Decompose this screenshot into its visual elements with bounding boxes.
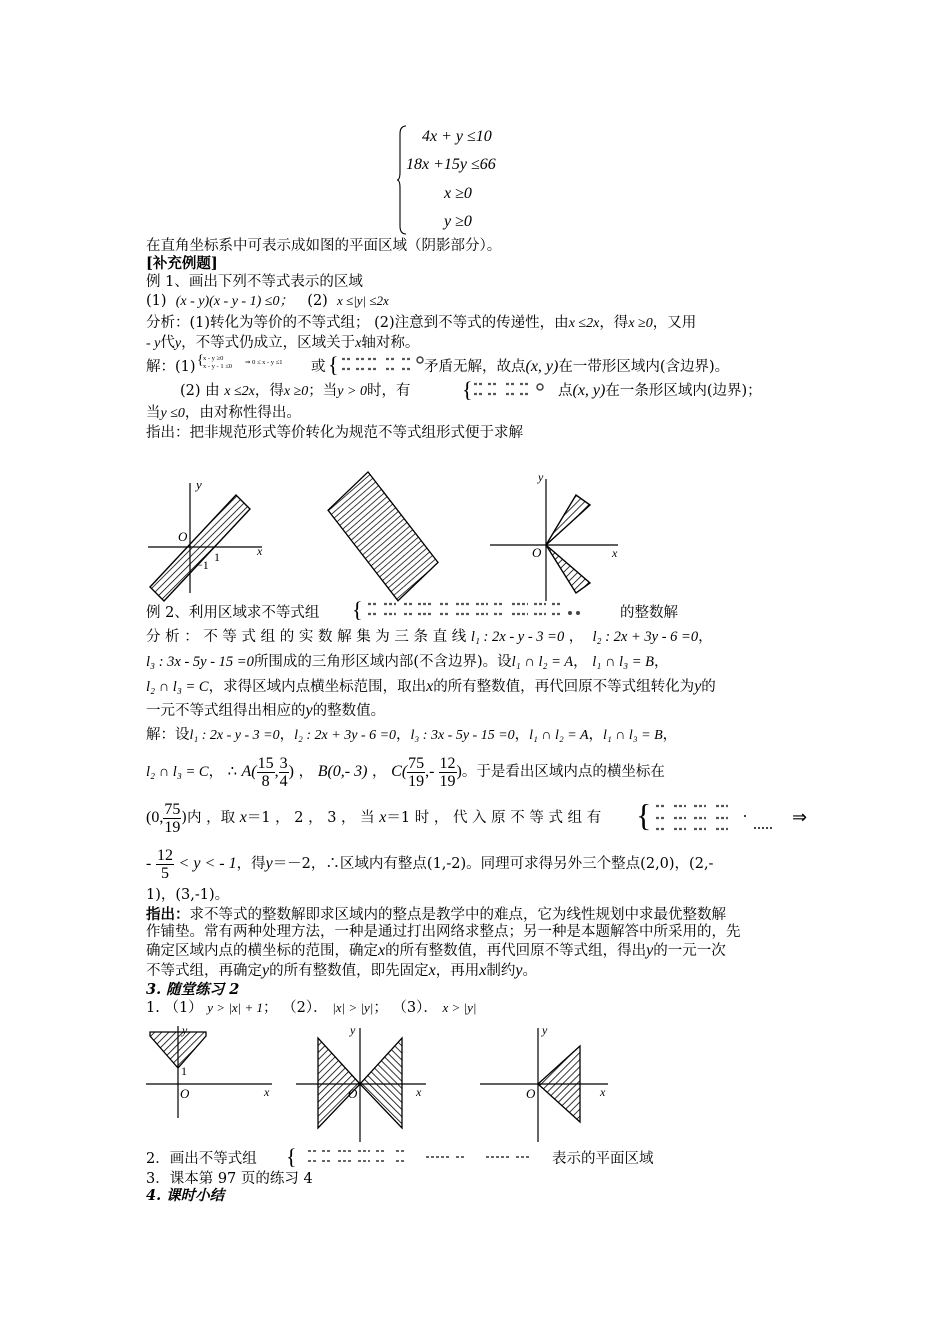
supplement-heading: [补充例题] — [146, 255, 218, 272]
ex1-figures — [140, 465, 620, 605]
ex1-sol1-or: 或 — [311, 359, 326, 375]
pfig1-one: 1 — [181, 1064, 187, 1078]
fig1-neg-one: −1 — [196, 558, 209, 572]
practice-q1: 1. （1） y > |x| + 1； （2）． |x| > |y|； （3）． x > |y| — [146, 1000, 477, 1016]
pfig1-y-label: y — [182, 1023, 188, 1037]
lesson-summary-heading: 4. 课时小结 — [146, 1187, 225, 1204]
fig3-x-label: x — [612, 546, 618, 560]
ex2-analysis-1: 分 析 ： 不 等 式 组 的 实 数 解 集 为 三 条 直 线 l₁ : 2x - y - 3 =0 ， l₂ : 2x + 3y - 6 =0， — [146, 629, 713, 645]
fig3-wedge-graph — [490, 470, 618, 601]
svg-text:{: { — [286, 1145, 297, 1169]
ex2-solution-2: l₂ ∩ l₃ = C ， ∴ A( $\frac{15}{8}$ , $\frac{3}{4}$ ) ， B(0,- 3) ， C( $\frac{75}{19}$ ,- $\frac{12}{19}$ ) 。于是看出区域内点的横坐标在 — [146, 754, 665, 790]
fig1-origin: O — [178, 529, 188, 544]
fig2-band-graph — [328, 472, 438, 601]
pfig2-origin: O — [348, 1086, 358, 1101]
blurred-system-3 — [352, 598, 618, 622]
ex1-analysis-line1: 分析：(1)转化为等价的不等式组； (2)注意到不等式的传递性，由x ≤2x，得x ≥0，又用 — [146, 315, 697, 331]
svg-text:{: { — [328, 353, 339, 377]
ex2-title-a: 例 2、利用区域求不等式组 — [146, 605, 320, 621]
practice-fig3-graph — [480, 1023, 608, 1142]
practice-q3: 3．课本第 97 页的练习 4 — [146, 1171, 313, 1187]
fig1-y-label: y — [196, 477, 202, 492]
blurred-system-4 — [636, 798, 786, 836]
ex1-sol2: (2) 由 x ≤2x，得x ≥0；当y > 0时，有 — [180, 383, 411, 399]
ex2-note-4: 不等式组，再确定y的所有整数值，即先固定x，再用x制约y。 — [146, 962, 537, 979]
implies-arrow: ⇒ — [792, 807, 808, 827]
practice-fig1-graph — [146, 1023, 272, 1118]
ex2-analysis-2: l₃ : 3x - 5y - 15 =0所围成的三角形区域内部(不含边界)。设l₁ ∩ l₂ = A， l₁ ∩ l₃ = B， — [146, 654, 669, 670]
blurred-system-2 — [462, 378, 554, 402]
ex1-sol2-rest: 点(x, y)在一条形区域内(边界)； — [558, 382, 762, 399]
practice-fig2-graph — [296, 1023, 426, 1142]
svg-text:{: { — [636, 798, 652, 833]
ex2-solution-4: - $\frac{12}{5}$ < y < - 1 ，得 y ＝－2，∴区域内有整点(1,-2)。同理可求得另外三个整点(2,0)，(2,- — [146, 846, 714, 882]
pfig2-y-label: y — [350, 1023, 356, 1037]
ex1-sol1-label: 解：(1) — [146, 359, 196, 375]
pfig3-y-label: y — [542, 1023, 548, 1037]
pfig1-x-label: x — [264, 1085, 270, 1099]
ex2-analysis-4: 一元不等式组得出相应的y的整数值。 — [146, 702, 386, 719]
fig3-y-label: y — [538, 470, 544, 484]
ex2-solution-3: (0, $\frac{75}{19}$ )内 ，取 x ＝1 ， 2 ， 3 ， 当 x ＝1 时 ， 代 入 原 不 等 式 组 有 — [146, 800, 602, 836]
ex1-note: 指出：把非规范形式等价转化为规范不等式组形式便于求解 — [146, 425, 523, 441]
ex1-items: (1) (x - y)(x - y - 1) ≤0； (2) x ≤|y| ≤2x — [146, 293, 389, 309]
ex2-analysis-3: l₂ ∩ l₃ = C，求得区域内点横坐标范围，取出x的所有整数值，再代回原不等式组转化为y的 — [146, 678, 716, 695]
ex2-solution-5: 1)，(3,-1)。 — [146, 887, 230, 903]
blurred-system-5 — [286, 1145, 550, 1169]
svg-text:{: { — [352, 598, 363, 622]
ex1-analysis-line2: - y代y，不等式仍成立，区域关于x轴对称。 — [146, 335, 420, 351]
pfig1-origin: O — [180, 1086, 190, 1101]
ex2-note-3: 确定区域内点的横坐标的范围，确定x的所有整数值，再代回原不等式组，得出y的一元一次 — [146, 942, 726, 959]
brace-icon — [396, 124, 408, 236]
practice-figures — [140, 1018, 610, 1148]
svg-text:{: { — [462, 378, 473, 402]
fig1-x-label: x — [257, 544, 263, 558]
blurred-system-1 — [328, 353, 426, 377]
ex2-title-b: 的整数解 — [620, 605, 678, 621]
ex1-title: 例 1、画出下列不等式表示的区域 — [146, 274, 363, 290]
pfig2-x-label: x — [416, 1085, 422, 1099]
practice-q2-b: 表示的平面区域 — [552, 1151, 654, 1167]
pfig3-x-label: x — [600, 1085, 606, 1099]
intro-line: 在直角坐标系中可表示成如图的平面区域（阴影部分）。 — [146, 238, 502, 254]
system-eq1: 4x + y ≤10 — [422, 128, 492, 145]
fig3-origin: O — [532, 545, 542, 560]
ex1-sol3: 当y ≤0，由对称性得出。 — [146, 405, 301, 421]
pfig3-origin: O — [526, 1086, 536, 1101]
ex2-note-2: 作铺垫。常有两种处理方法，一种是通过打出网络求整点；另一种是本题解答中所采用的，先 — [146, 924, 741, 940]
fig1-one: 1 — [214, 550, 220, 564]
fig1-band-graph — [148, 477, 263, 601]
system-eq4: y ≥0 — [444, 213, 472, 230]
ex1-sol1-rest: 矛盾无解，故点(x, y)在一带形区域内(含边界)。 — [424, 358, 730, 375]
ex2-solution-1: 解：设l₁ : 2x - y - 3 =0，l₂ : 2x + 3y - 6 =0，l₃ : 3x - 5y - 15 =0，l₁ ∩ l₂ = A，l₁ ∩ l₃ = B， — [146, 727, 678, 743]
system-eq3: x ≥0 — [444, 185, 472, 202]
practice-q2-a: 2．画出不等式组 — [146, 1151, 257, 1167]
ex2-note-1: 指出：求不等式的整数解即求区域内的整点是教学中的难点，它为线性规划中求最优整数解 — [146, 906, 726, 923]
system-eq2: 18x +15y ≤66 — [406, 156, 496, 173]
practice-heading: 3. 随堂练习 2 — [146, 981, 240, 998]
